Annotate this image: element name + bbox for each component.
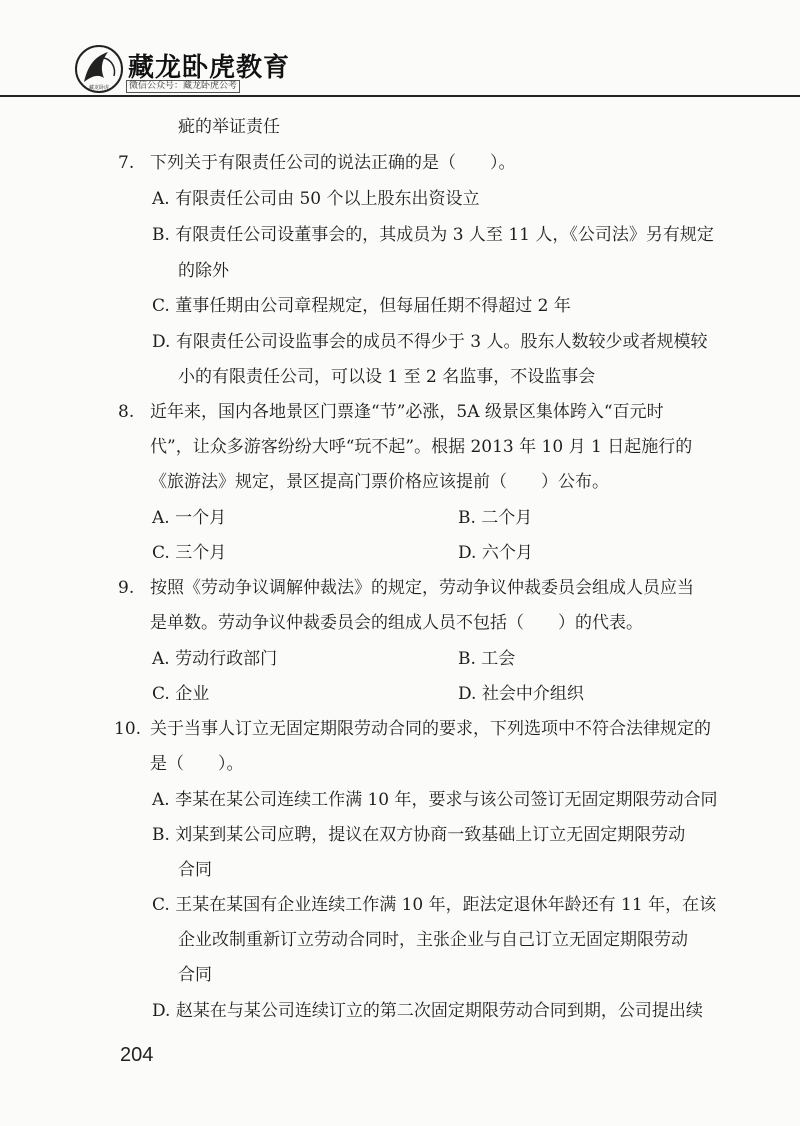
page-number: 204 xyxy=(120,1044,154,1066)
option-b: B. 有限责任公司设董事会的，其成员为 3 人至 11 人，《公司法》另有规定 xyxy=(152,225,714,245)
option-c: C. 董事任期由公司章程规定，但每届任期不得超过 2 年 xyxy=(152,296,571,316)
option-d: D. 有限责任公司设监事会的成员不得少于 3 人。股东人数较少或者规模较 xyxy=(152,332,708,352)
question-stem-cont: 是单数。劳动争议仲裁委员会的组成人员不包括（ ）的代表。 xyxy=(150,613,643,633)
option-b-cont: 的除外 xyxy=(178,261,229,281)
question-stem: 下列关于有限责任公司的说法正确的是（ ）。 xyxy=(150,153,516,173)
question-number: 8. xyxy=(118,402,135,422)
option-a: A. 劳动行政部门 xyxy=(152,649,278,669)
option-d-cont: 小的有限责任公司，可以设 1 至 2 名监事，不设监事会 xyxy=(178,367,596,387)
option-b: B. 工会 xyxy=(458,649,516,669)
option-c: C. 三个月 xyxy=(152,543,227,563)
option-a: A. 一个月 xyxy=(152,508,227,528)
option-c-cont: 企业改制重新订立劳动合同时，主张企业与自己订立无固定期限劳动 xyxy=(178,930,688,950)
brand-subtitle: 微信公众号：藏龙卧虎公考 xyxy=(126,80,240,93)
question-stem: 近年来，国内各地景区门票逢“节”必涨，5A 级景区集体跨入“百元时 xyxy=(150,402,664,422)
question-stem: 关于当事人订立无固定期限劳动合同的要求，下列选项中不符合法律规定的 xyxy=(150,719,711,739)
header-rule xyxy=(0,95,800,97)
option-c-cont: 合同 xyxy=(178,965,212,985)
option-b: B. 刘某到某公司应聘，提议在双方协商一致基础上订立无固定期限劳动 xyxy=(152,825,686,845)
brand-title: 藏龙卧虎教育 xyxy=(128,53,291,83)
question-stem-cont: 代”，让众多游客纷纷大呼“玩不起”。根据 2013 年 10 月 1 日起施行的 xyxy=(150,437,693,457)
logo-icon xyxy=(74,44,124,94)
option-b: B. 二个月 xyxy=(458,508,533,528)
question-stem-cont: 是（ ）。 xyxy=(150,754,244,774)
option-d: D. 社会中介组织 xyxy=(458,684,584,704)
option-c: C. 企业 xyxy=(152,684,210,704)
carry-over-text: 疵的举证责任 xyxy=(178,117,280,137)
question-stem: 按照《劳动争议调解仲裁法》的规定，劳动争议仲裁委员会组成人员应当 xyxy=(150,578,694,598)
option-d: D. 六个月 xyxy=(458,543,533,563)
question-number: 10. xyxy=(114,719,142,739)
logo-text: 藏龙卧虎 xyxy=(88,85,110,91)
option-c: C. 王某在某国有企业连续工作满 10 年，距法定退休年龄还有 11 年，在该 xyxy=(152,895,717,915)
page-header xyxy=(0,0,800,100)
question-number: 9. xyxy=(118,578,135,598)
option-a: A. 李某在某公司连续工作满 10 年，要求与该公司签订无固定期限劳动合同 xyxy=(152,790,718,810)
option-d: D. 赵某在与某公司连续订立的第二次固定期限劳动合同到期，公司提出续 xyxy=(152,1001,703,1021)
question-number: 7. xyxy=(118,153,135,173)
question-stem-cont: 《旅游法》规定，景区提高门票价格应该提前（ ）公布。 xyxy=(150,472,609,492)
option-a: A. 有限责任公司由 50 个以上股东出资设立 xyxy=(152,189,480,209)
option-b-cont: 合同 xyxy=(178,860,212,880)
